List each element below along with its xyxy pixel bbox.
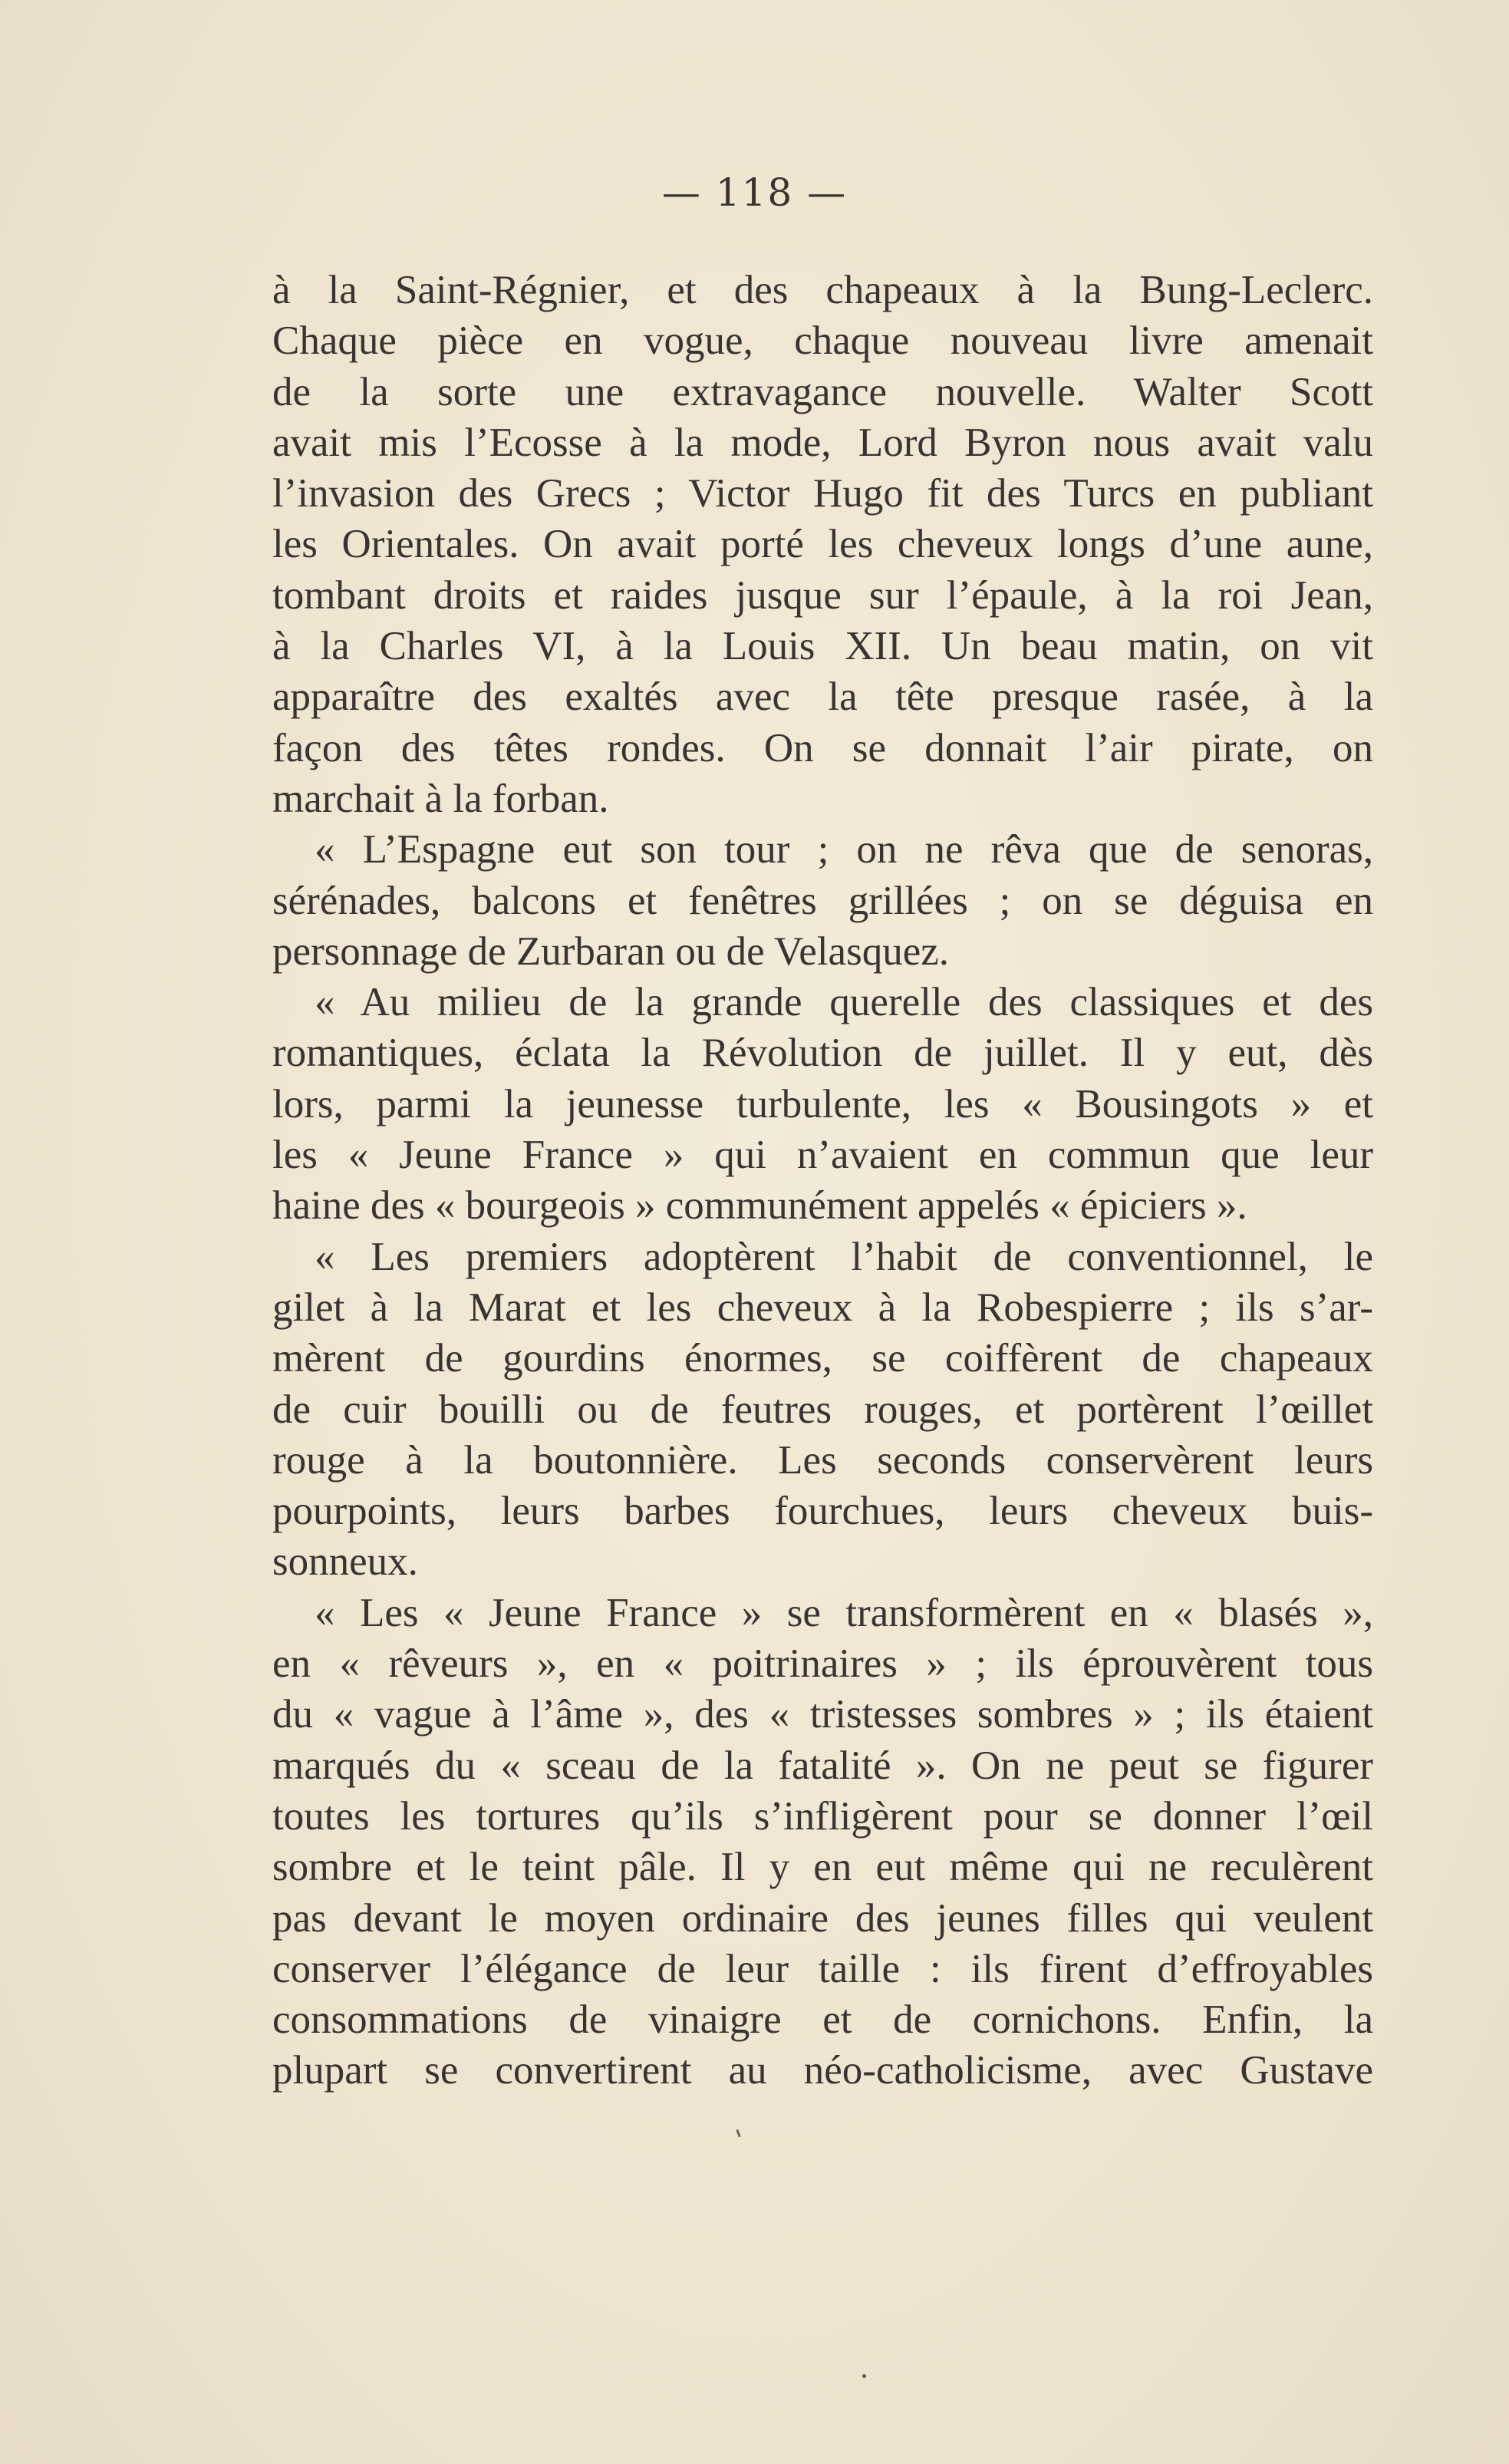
text-line: pourpoints, leurs barbes fourchues, leurs cheveux buis- [272, 1489, 1373, 1534]
text-line: Chaque pièce en vogue, chaque nouveau livre amenait [272, 318, 1373, 364]
text-line: avait mis l’Ecosse à la mode, Lord Byron nous avait valu [272, 420, 1373, 465]
text-line: marqués du « sceau de la fatalité ». On ne peut se figurer [272, 1743, 1373, 1788]
text-line: conserver l’élégance de leur taille : ils firent d’effroyables [272, 1946, 1373, 1991]
text-line: sonneux. [272, 1539, 418, 1585]
page-number: — 118 — [661, 170, 848, 215]
text-line: pas devant le moyen ordinaire des jeunes filles qui veulent [272, 1895, 1373, 1941]
text-line: personnage de Zurbaran ou de Velasquez. [272, 929, 950, 974]
text-line: consommations de vinaigre et de cornichons. Enfin, la [272, 1997, 1373, 2043]
text-line: lors, parmi la jeunesse turbulente, les « Bousingots » et [272, 1081, 1373, 1126]
text-line: sérénades, balcons et fenêtres grillées ; on se déguisa en [272, 878, 1373, 923]
text-line: tombant droits et raides jusque sur l’épaule, à la roi Jean, [272, 572, 1373, 618]
ink-dot [862, 2374, 866, 2378]
text-line: les Orientales. On avait porté les cheveux longs d’une aune, [272, 522, 1373, 567]
text-line: toutes les tortures qu’ils s’infligèrent pour se donner l’œil [272, 1793, 1373, 1839]
text-line: l’invasion des Grecs ; Victor Hugo fit des Turcs en publiant [272, 471, 1373, 516]
text-line: « Les « Jeune France » se transformèrent en « blasés », [315, 1590, 1373, 1635]
body-text [272, 265, 1373, 2096]
text-line: à la Saint-Régnier, et des chapeaux à la Bung-Leclerc. [272, 268, 1373, 312]
text-line: marchait à la forban. [272, 776, 609, 821]
text-line: plupart se convertirent au néo-catholicisme, avec Gustave [272, 2048, 1373, 2093]
text-line: mèrent de gourdins énormes, se coiffèrent de chapeaux [272, 1336, 1373, 1381]
text-line: en « rêveurs », en « poitrinaires » ; ils éprouvèrent tous [272, 1641, 1373, 1687]
text-line: rouge à la boutonnière. Les seconds conservèrent leurs [272, 1437, 1373, 1483]
text-line: du « vague à l’âme », des « tristesses sombres » ; ils étaient [272, 1692, 1373, 1737]
text-line: « L’Espagne eut son tour ; on ne rêva que de senoras, [315, 827, 1373, 872]
text-line: de la sorte une extravagance nouvelle. Walter Scott [272, 369, 1373, 414]
text-line: apparaître des exaltés avec la tête presque rasée, à la [272, 675, 1373, 720]
text-line: haine des « bourgeois » communément appelés « épiciers ». [272, 1183, 1247, 1229]
text-line: sombre et le teint pâle. Il y en eut même qui ne reculèrent [272, 1845, 1373, 1890]
text-line: à la Charles VI, à la Louis XII. Un beau matin, on vit [272, 624, 1373, 669]
ink-speck [736, 2129, 740, 2137]
text-line: de cuir bouilli ou de feutres rouges, et portèrent l’œillet [272, 1387, 1373, 1432]
text-line: « Au milieu de la grande querelle des classiques et des [315, 980, 1373, 1025]
text-line: façon des têtes rondes. On se donnait l’air pirate, on [272, 725, 1373, 770]
text-line: « Les premiers adoptèrent l’habit de conventionnel, le [315, 1234, 1373, 1279]
text-line: romantiques, éclata la Révolution de juillet. Il y eut, dès [272, 1031, 1373, 1076]
text-line: gilet à la Marat et les cheveux à la Robespierre ; ils s’ar- [272, 1285, 1373, 1330]
text-line: les « Jeune France » qui n’avaient en commun que leur [272, 1133, 1373, 1178]
